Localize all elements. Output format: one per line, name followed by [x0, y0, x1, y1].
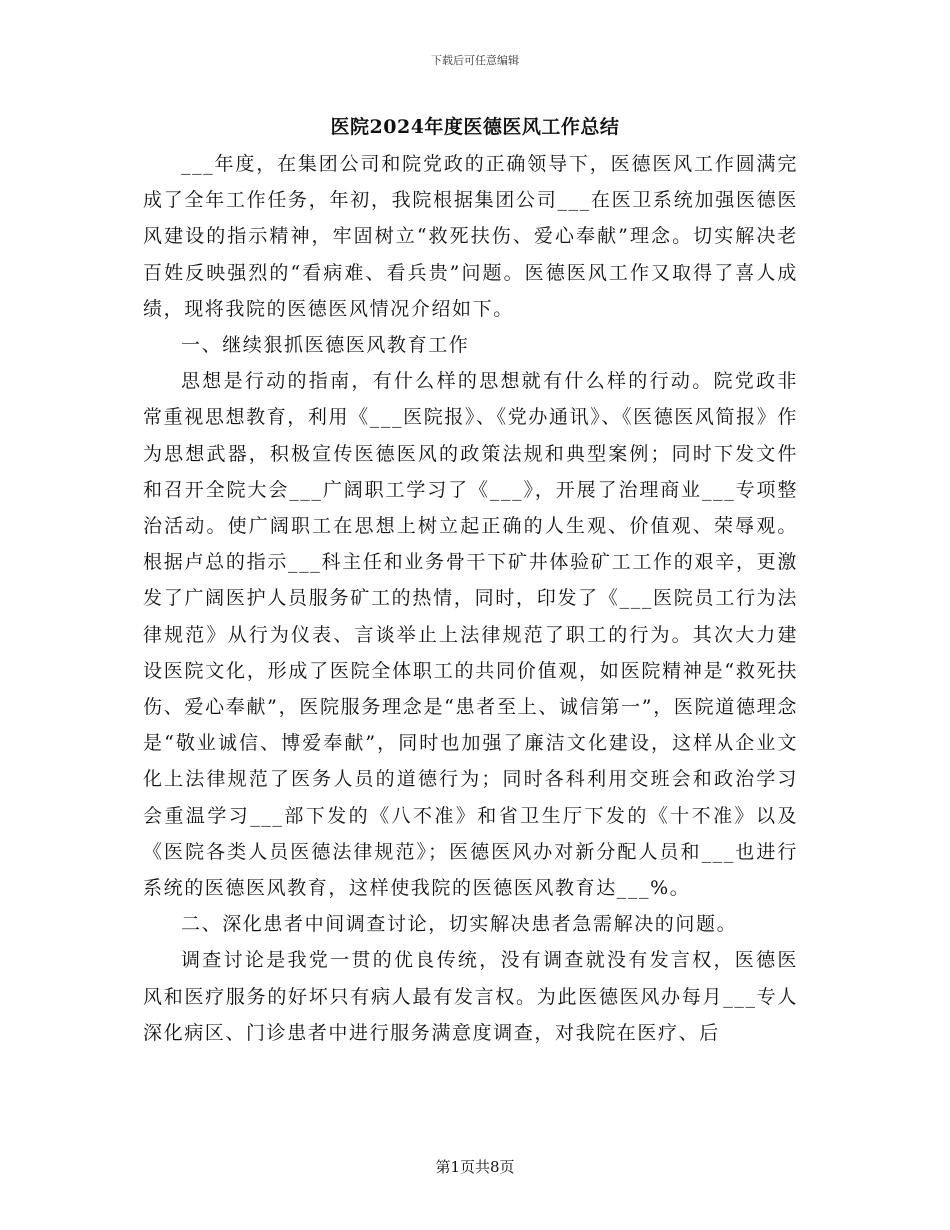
page-header-note: 下载后可任意编辑	[431, 54, 519, 67]
paragraph-intro: ___年度，在集团公司和院党政的正确领导下，医德医风工作圆满完成了全年工作任务，年初，我院根据集团公司___在医卫系统加强医德医风建设的指示精神，牢固树立“救死扶伤、爱心奉献”理念。切实解决老百姓反映强烈的“看病难、看兵贵”问题。医德医风工作又取得了喜人成绩，现将我院的医德医风情况介绍如下。	[143, 153, 798, 320]
section-heading-1: 一、继续狠抓医德医风教育工作	[181, 334, 470, 357]
paragraph-survey: 调查讨论是我党一贯的优良传统，没有调查就没有发言权，医德医风和医疗服务的好坏只有病人最有发言权。为此医德医风办每月___专人深化病区、门诊患者中进行服务满意度调查，对我院在医疗、后	[143, 949, 798, 1044]
page-number: 第1页共8页	[435, 1158, 515, 1176]
section-heading-2: 二、深化患者中间调查讨论，切实解决患者急需解决的问题。	[181, 913, 738, 936]
document-body	[143, 146, 798, 1051]
document-title: 医院2024年度医德医风工作总结	[330, 116, 620, 138]
paragraph-education: 思想是行动的指南，有什么样的思想就有什么样的行动。院党政非常重视思想教育，利用《___医院报》、《党办通讯》、《医德医风简报》作为思想武器，积极宣传医德医风的政策法规和典型案例；同时下发文件和召开全院大会___广阔职工学习了《___》，开展了治理商业___专项整治活动。使广阔职工在思想上树立起正确的人生观、价值观、荣辱观。根据卢总的指示___科主任和业务骨干下矿井体验矿工工作的艰辛，更激发了广阔医护人员服务矿工的热情，同时，印发了《___医院员工行为法律规范》从行为仪表、言谈举止上法律规范了职工的行为。其次大力建设医院文化，形成了医院全体职工的共同价值观，如医院精神是“救死扶伤、爱心奉献”，医院服务理念是“患者至上、诚信第一”，医院道德理念是“敬业诚信、博爱奉献”，同时也加强了廉洁文化建设，这样从企业文化上法律规范了医务人员的道德行为；同时各科利用交班会和政治学习会重温学习___部下发的《八不准》和省卫生厅下发的《十不准》以及《医院各类人员医德法律规范》；医德医风办对新分配人员和___也进行系统的医德医风教育，这样使我院的医德医风教育达___%。	[143, 370, 798, 900]
